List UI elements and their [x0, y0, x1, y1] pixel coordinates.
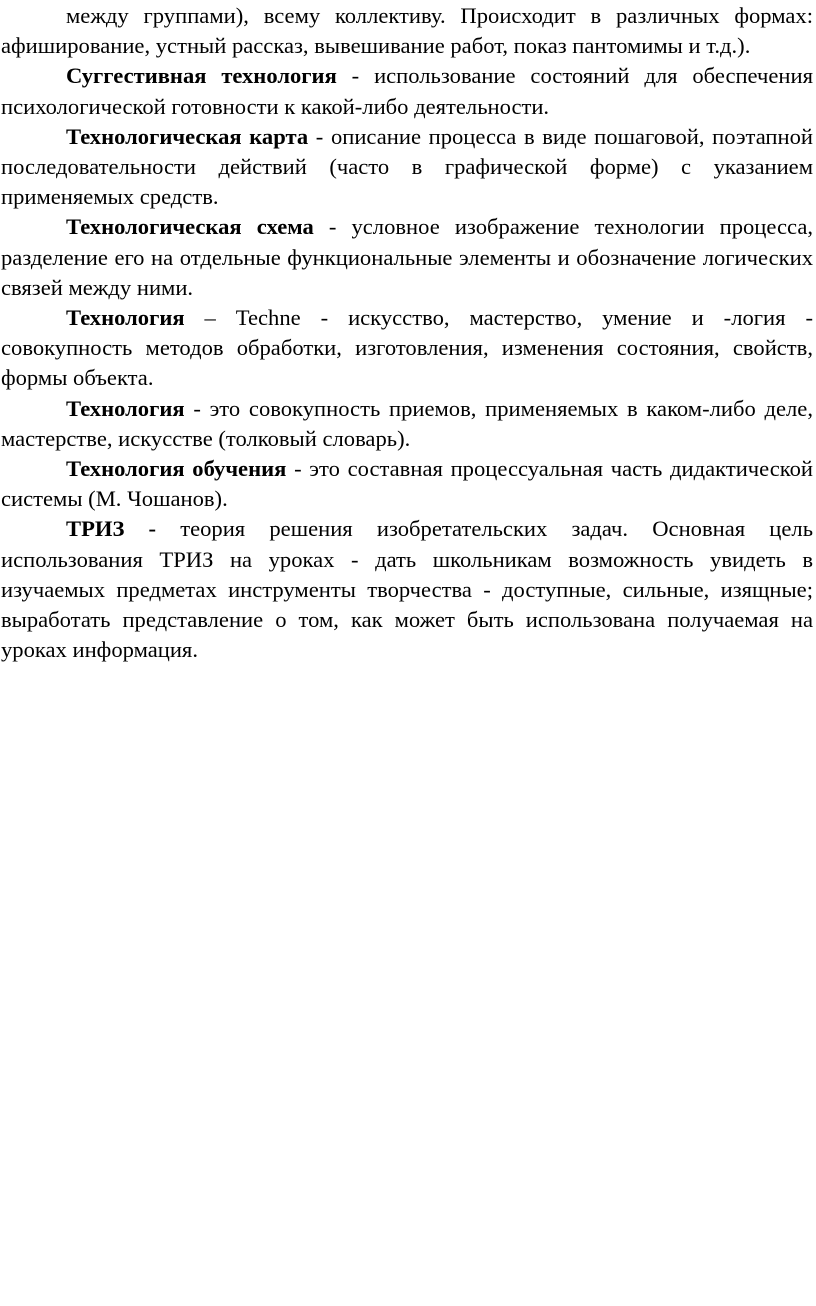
definition-term: Технологическая карта: [66, 123, 309, 149]
definition-suggestive-technology: [1, 61, 813, 121]
definition-term: Технологическая схема: [66, 214, 314, 240]
definition-term: ТРИЗ -: [66, 516, 157, 542]
definition-term: Технология: [66, 395, 185, 421]
document-page: [1, 0, 813, 665]
paragraph-text: между группами), всему коллективу. Происходит в различных формах: афиширование, устный рассказ, вывешивание работ, показ пантомимы и т.д.).: [1, 3, 813, 59]
definition-text: – Techne - искусство, мастерство, умение и -логия - совокупность методов обработки, изготовления, изменения состояния, свойств, формы объекта.: [1, 305, 813, 391]
definition-learning-technology: [1, 454, 813, 514]
definition-technological-scheme: [1, 212, 813, 303]
definition-term: Суггестивная технология: [66, 63, 337, 89]
paragraph-continuation: [1, 1, 813, 61]
definition-technological-map: [1, 122, 813, 213]
definition-text: - это совокупность приемов, применяемых в каком-либо деле, мастерстве, искусстве (толковый словарь).: [1, 395, 813, 451]
definition-term: Технология: [66, 305, 185, 331]
definition-text: - это составная процессуальная часть дидактической системы (М. Чошанов).: [1, 456, 813, 512]
definition-text: теория решения изобретательских задач. Основная цель использования ТРИЗ на уроках - дать школьникам возможность увидеть в изучаемых предметах инструменты творчества - доступные, сильные, изящные; выработать представление о том, как может быть использована получаемая на уроках информация.: [1, 516, 813, 663]
definition-text: - условное изображение технологии процесса, разделение его на отдельные функциональные элементы и обозначение логических связей между ними.: [1, 214, 813, 300]
definition-term: Технология обучения: [66, 456, 287, 482]
definition-triz: [1, 514, 813, 665]
definition-text: - использование состояний для обеспечения психологической готовности к какой-либо деятельности.: [1, 63, 813, 119]
definition-technology-etymology: [1, 303, 813, 394]
definition-text: - описание процесса в виде пошаговой, поэтапной последовательности действий (часто в графической форме) с указанием применяемых средств.: [1, 123, 813, 210]
definition-technology-dictionary: [1, 394, 813, 454]
